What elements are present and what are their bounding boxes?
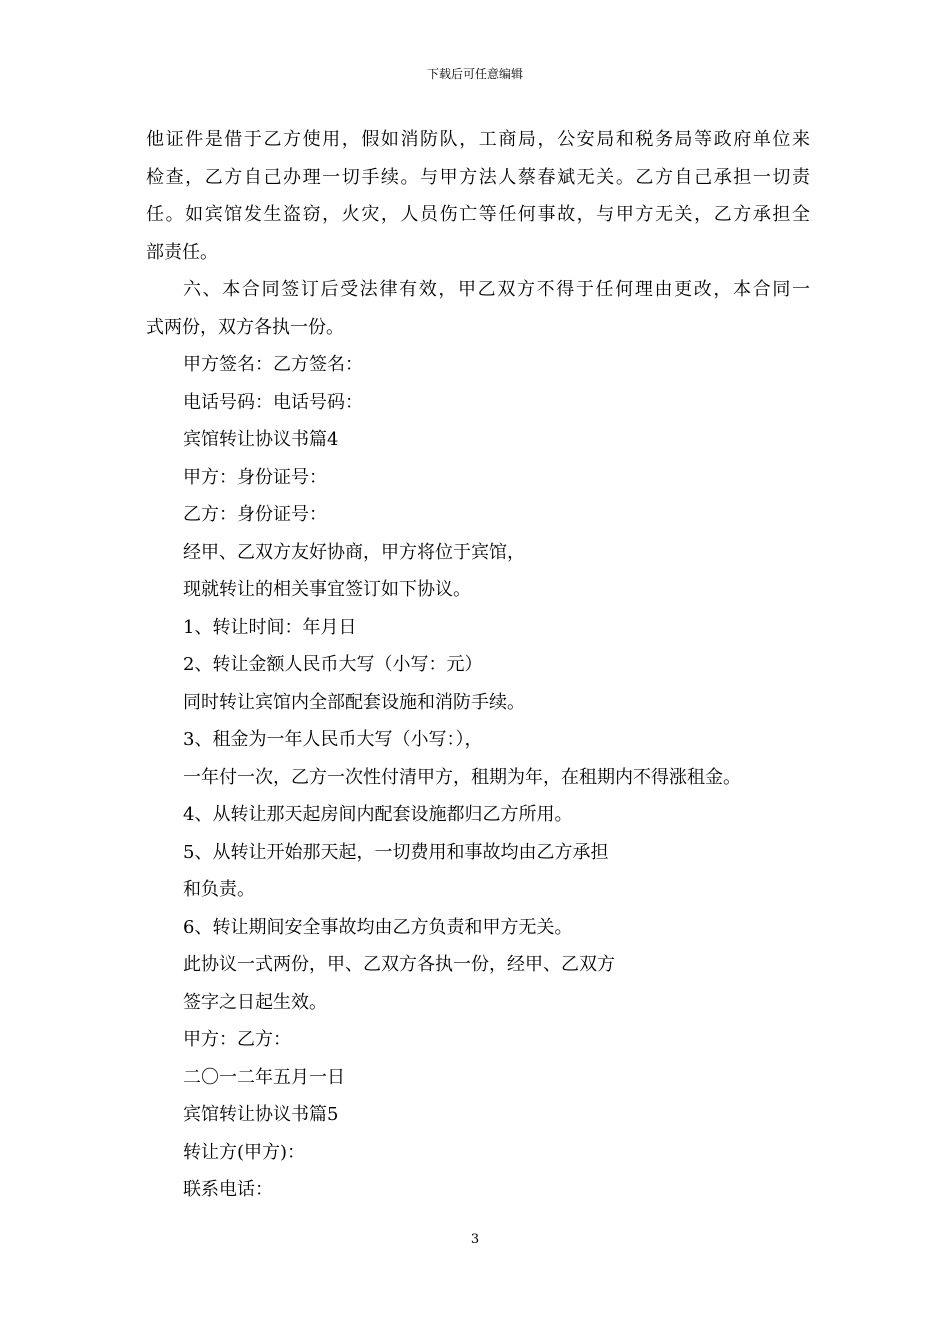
header-note: 下载后可任意编辑 (426, 67, 523, 81)
page-footer (0, 1232, 950, 1248)
transferor-line: 转让方(甲方)： (183, 1141, 306, 1163)
paragraph-line: 他证件是借于乙方使用，假如消防队，工商局，公安局和税务局等政府单位来 (146, 129, 810, 150)
section-title: 宾馆转让协议书篇4 (183, 429, 339, 450)
date-line: 二〇一二年五月一日 (183, 1066, 345, 1088)
paragraph-line: 部责任。 (146, 241, 218, 263)
paragraph-line: 现就转让的相关事宜签订如下协议。 (183, 579, 471, 600)
document-body (146, 121, 810, 1209)
party-a-line: 甲方：身份证号： (183, 466, 327, 488)
clause-line: 2、转让金额人民币大写（小写：元） (183, 654, 483, 675)
clause-line: 3、租金为一年人民币大写（小写：）， (183, 729, 483, 750)
paragraph-line: 检查，乙方自己办理一切手续。与甲方法人蔡春斌无关。乙方自己承担一切责 (146, 166, 810, 188)
contact-phone-line: 联系电话： (183, 1179, 273, 1200)
paragraph-line: 六、本合同签订后受法律有效，甲乙双方不得于任何理由更改，本合同一 (183, 279, 810, 300)
clause-line: 6、转让期间安全事故均由乙方负责和甲方无关。 (183, 916, 573, 938)
signature-line: 甲方：乙方： (183, 1029, 291, 1050)
phone-line: 电话号码：电话号码： (183, 391, 363, 413)
page-header (0, 66, 950, 82)
paragraph-line: 签字之日起生效。 (183, 991, 327, 1013)
paragraph-line: 经甲、乙双方友好协商，甲方将位于宾馆， (183, 541, 525, 563)
section-title: 宾馆转让协议书篇5 (183, 1104, 339, 1125)
clause-line: 一年付一次，乙方一次性付清甲方，租期为年，在租期内不得涨租金。 (183, 766, 741, 788)
clause-line: 4、从转让那天起房间内配套设施都归乙方所用。 (183, 804, 573, 825)
clause-line: 5、从转让开始那天起，一切费用和事故均由乙方承担 (183, 841, 609, 863)
party-b-line: 乙方：身份证号： (183, 504, 327, 525)
paragraph-line: 此协议一式两份，甲、乙双方各执一份，经甲、乙双方 (183, 954, 615, 975)
clause-line: 和负责。 (183, 879, 255, 900)
page-number: 3 (470, 1232, 480, 1247)
clause-line: 1、转让时间：年月日 (183, 616, 357, 638)
clause-line: 同时转让宾馆内全部配套设施和消防手续。 (183, 691, 525, 713)
paragraph-line: 式两份，双方各执一份。 (146, 316, 344, 338)
signature-line: 甲方签名：乙方签名： (183, 354, 363, 375)
paragraph-line: 任。如宾馆发生盗窃，火灾，人员伤亡等任何事故，与甲方无关，乙方承担全 (146, 204, 810, 225)
